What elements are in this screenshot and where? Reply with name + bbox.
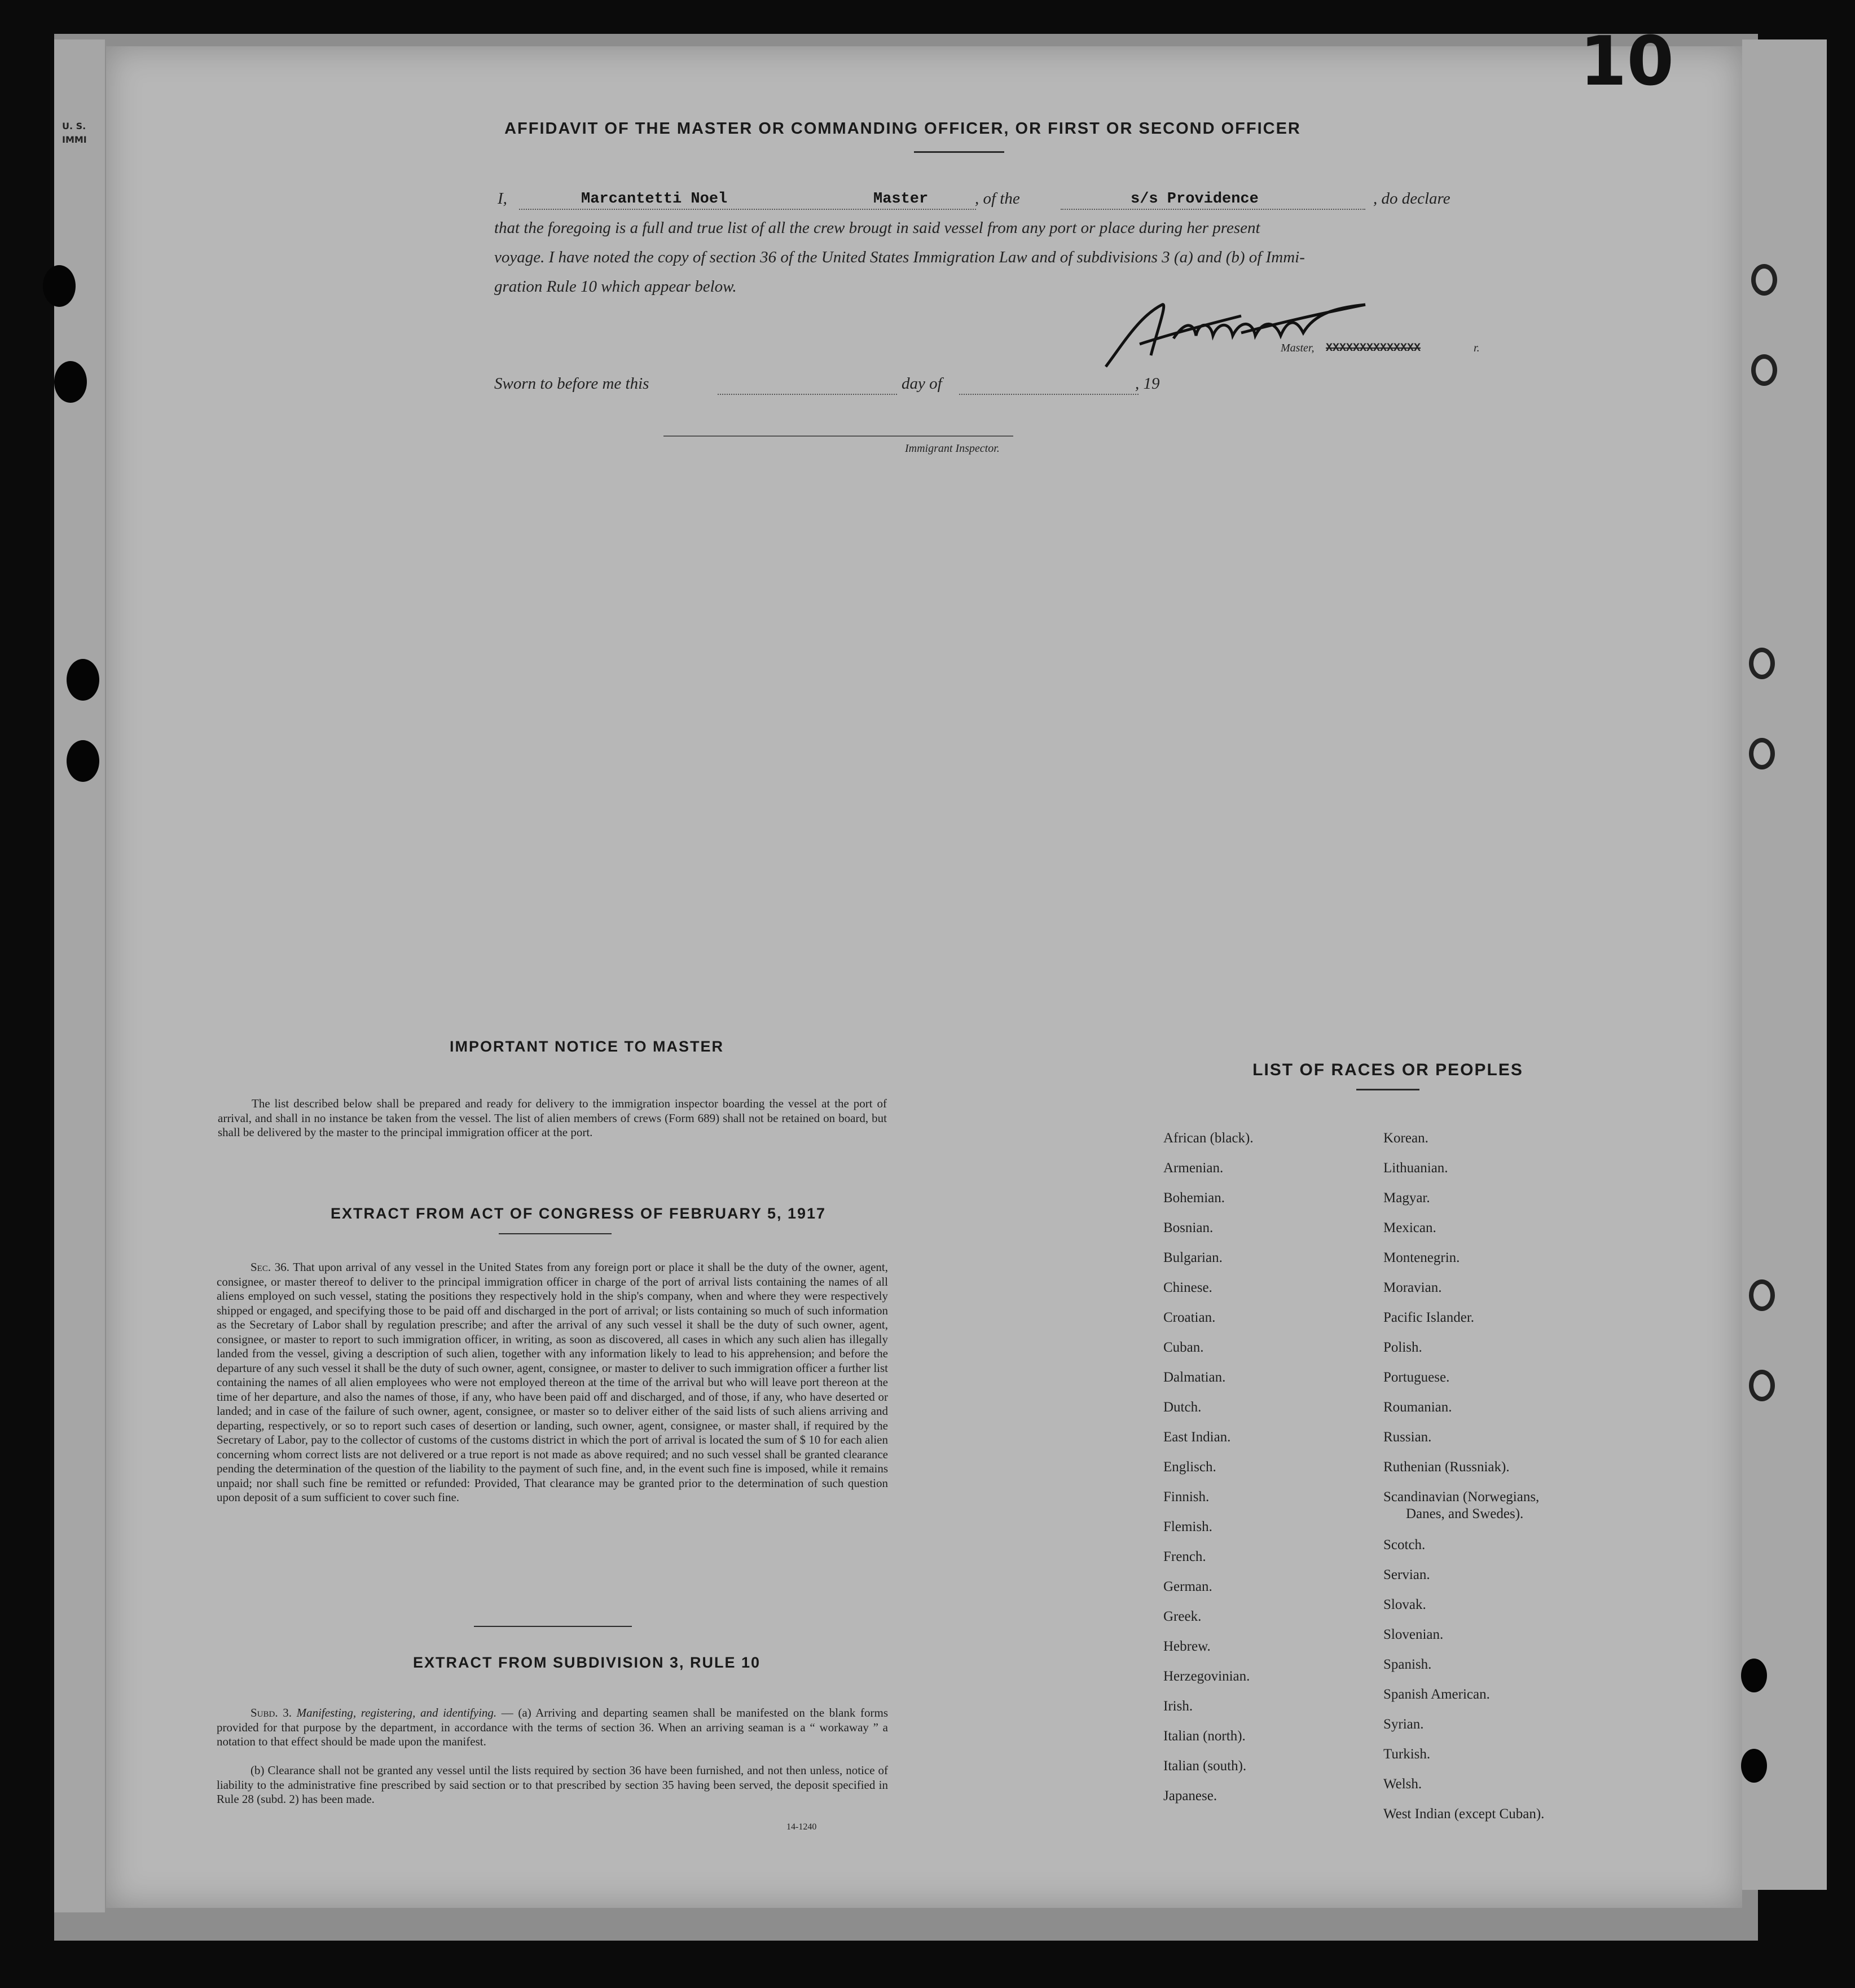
ring-hole (1749, 1279, 1775, 1311)
ring-hole (1749, 648, 1775, 679)
document-page (106, 46, 1742, 1908)
extract-rule-heading: Manifesting, registering, and identifying. (296, 1706, 497, 1719)
race-item: Russian. (1383, 1430, 1432, 1445)
race-item: Bulgarian. (1163, 1250, 1223, 1265)
extract-rule-para-b: (b) Clearance shall not be granted any vessel until the lists required by section 36 have been furnished, and not then unless, notice of liability to the administrative fine prescribed by said section or to that prescribed by section 35 having been served, the deposit specified in Rule 28 (subd. 2) has been made. (217, 1763, 888, 1806)
race-item: Italian (north). (1163, 1728, 1246, 1744)
sworn-date-field (718, 394, 897, 395)
vessel-name-field: s/s Providence (1131, 191, 1259, 208)
extract-act-text: That upon arrival of any vessel in the United States from any foreign port or place it shall be the duty of the owner, agent, consignee, or master thereof to deliver to the principal immigration officer in charge of the port of arrival lists containing the names of all aliens employed on such vessel, stating the positions they respectively hold in the ship's company, when and where they were respectively shipped or engaged, and specifying those to be paid off and discharged in the port of arrival; or lists containing so much of such information as the Secretary of Labor shall by regulation prescribe; and after the arrival of any such vessel it shall be the duty of such owner, agent, consignee, or master to report to such immigration officer, in writing, as soon as discovered, all cases in which any such alien has illegally landed from the vessel, giving a description of such alien, together with any information likely to lead to his apprehension; and before the departure of any such vessel it shall be the duty of such owner, agent, consignee, or master to deliver to such immigration officer a further list containing the names of all alien employees who were not employed thereon at the time of the arrival but who will leave port thereon at the time of her departure, and also the names of those, if any, who have been paid off and discharged, and of those, if any, who have deserted or landed; and in case of the failure of such owner, agent, consignee, or master so to deliver either of the said lists of such aliens arriving and departing, respectively, or so to report such cases of desertion or landing, such owner, agent, consignee, or master shall, if required by the Secretary of Labor, pay to the collector of customs of the customs district in which the port of arrival is located the sum of $ 10 for each alien concerning whom correct lists are not delivered or a true report is not made as above required; and no such vessel shall be granted clearance pending the determination of the question of the liability to the payment of such fine, and, in the event such fine is imposed, while it remains unpaid; nor shall such fine be remitted or refunded: Provided, That clearance may be granted prior to the determination of such question upon deposit of a sum sufficient to cover such fine. (217, 1260, 889, 1504)
sworn-day-of: day of (902, 375, 942, 393)
declaration-line-4: gration Rule 10 which appear below. (494, 278, 737, 296)
master-signature (1072, 282, 1388, 384)
race-item: Croatian. (1163, 1310, 1216, 1325)
race-item: Lithuanian. (1383, 1160, 1448, 1176)
struck-officer-options: XXXXXXXXXXXXXX (1326, 342, 1421, 355)
race-item: Slovenian. (1383, 1627, 1444, 1642)
form-number: 14-1240 (786, 1822, 817, 1832)
race-item: Turkish. (1383, 1747, 1431, 1762)
race-item: Scandinavian (Norwegians, (1383, 1489, 1540, 1505)
declaration-end: , do declare (1373, 190, 1450, 208)
affidavit-title: AFFIDAVIT OF THE MASTER OR COMMANDING OFFICER, OR FIRST OR SECOND OFFICER (504, 120, 1301, 138)
race-item: Roumanian. (1383, 1400, 1452, 1415)
race-item: Korean. (1383, 1131, 1428, 1146)
punch-hole (67, 659, 99, 701)
declaration-of-the: , of the (975, 190, 1020, 208)
signature-master-label: Master, (1281, 342, 1315, 354)
ring-hole (1751, 354, 1777, 386)
punch-hole (1741, 1659, 1767, 1692)
extract-act-section: Sec. 36. (250, 1260, 289, 1274)
signature-suffix: r. (1474, 342, 1480, 354)
race-item: Bohemian. (1163, 1190, 1225, 1206)
extract-rule-a (217, 1706, 888, 1749)
race-item: East Indian. (1163, 1430, 1231, 1445)
race-item: Herzegovinian. (1163, 1669, 1250, 1684)
page-number: 10 (1580, 23, 1674, 101)
declaration-line-3: voyage. I have noted the copy of section 36 of the United States Immigration Law and of subdivisions 3 (a) and (b) of Immi- (494, 248, 1305, 266)
underlying-page-edge (54, 39, 105, 1912)
race-item: Spanish American. (1383, 1687, 1490, 1702)
ring-hole (1749, 738, 1775, 769)
sworn-text: Sworn to before me this (494, 375, 649, 393)
race-item: Englisch. (1163, 1459, 1216, 1475)
race-item: Armenian. (1163, 1160, 1224, 1176)
race-item: French. (1163, 1549, 1206, 1564)
ring-hole (1749, 1370, 1775, 1401)
race-item: Dutch. (1163, 1400, 1202, 1415)
race-item: German. (1163, 1579, 1212, 1594)
race-item: Chinese. (1163, 1280, 1212, 1295)
race-item: Hebrew. (1163, 1639, 1211, 1654)
race-item: Cuban. (1163, 1340, 1204, 1355)
race-item: Montenegrin. (1383, 1250, 1460, 1265)
race-item: Ruthenian (Russniak). (1383, 1459, 1510, 1475)
extract-act-title: EXTRACT FROM ACT OF CONGRESS OF FEBRUARY 5, 1917 (330, 1205, 827, 1222)
declaration-i: I, (498, 190, 507, 208)
race-item: Italian (south). (1163, 1758, 1247, 1774)
extract-rule-title: EXTRACT FROM SUBDIVISION 3, RULE 10 (412, 1654, 761, 1671)
race-item: Slovak. (1383, 1597, 1426, 1612)
race-item: Irish. (1163, 1699, 1193, 1714)
race-item: Greek. (1163, 1609, 1202, 1624)
notice-title: IMPORTANT NOTICE TO MASTER (450, 1038, 724, 1055)
races-title-underline (1356, 1089, 1419, 1090)
race-item: African (black). (1163, 1131, 1254, 1146)
race-item: Syrian. (1383, 1717, 1424, 1732)
punch-hole (43, 265, 76, 307)
race-item: Moravian. (1383, 1280, 1442, 1295)
sworn-month-field (959, 394, 1139, 395)
extract-divider (474, 1626, 632, 1627)
underlying-page-header: U. S. IMMI (62, 121, 87, 145)
race-item: Danes, and Swedes). (1406, 1506, 1524, 1521)
punch-hole (54, 361, 87, 403)
right-page-edge (1742, 39, 1827, 1890)
race-item: Welsh. (1383, 1776, 1422, 1792)
notice-body: The list described below shall be prepared and ready for delivery to the immigration inspector boarding the vessel at the port of arrival, and shall in no instance be taken from the vessel. The list of alien members of crews (Form 689) shall not be retained on board, but shall be delivered by the master to the principal immigration officer at the port. (218, 1097, 887, 1139)
master-name-field: Marcantetti Noel (581, 191, 728, 208)
races-title: LIST OF RACES OR PEOPLES (1252, 1061, 1523, 1079)
race-item: Mexican. (1383, 1220, 1436, 1235)
race-item: Servian. (1383, 1567, 1430, 1582)
inspector-signature-line (663, 436, 1013, 437)
race-item: Japanese. (1163, 1788, 1217, 1804)
master-rank-field: Master (873, 191, 929, 208)
extract-act-body (217, 1260, 888, 1505)
race-item: Polish. (1383, 1340, 1422, 1355)
title-underline (914, 151, 1004, 153)
race-item: Magyar. (1383, 1190, 1430, 1206)
race-item: Dalmatian. (1163, 1370, 1226, 1385)
sworn-year: , 19 (1135, 375, 1160, 393)
punch-hole (1741, 1749, 1767, 1783)
race-item: Spanish. (1383, 1657, 1432, 1672)
extract-rule-para-a: — (a) Arriving and departing seamen shall be manifested on the blank forms provided for that purpose by the department, in accordance with the terms of section 36. When an arriving seaman is a “ workaway ” a notation to that effect should be made upon the manifest. (217, 1706, 889, 1748)
extract-act-underline (499, 1233, 612, 1234)
ring-hole (1751, 264, 1777, 296)
inspector-label: Immigrant Inspector. (905, 442, 1000, 455)
declaration-line-2: that the foregoing is a full and true list of all the crew brougt in said vessel from any port or place during her present (494, 219, 1260, 237)
extract-rule-subd: Subd. 3. (250, 1706, 292, 1719)
race-item: Scotch. (1383, 1537, 1426, 1552)
race-item: Portuguese. (1383, 1370, 1450, 1385)
race-item: Finnish. (1163, 1489, 1210, 1505)
race-item: Pacific Islander. (1383, 1310, 1475, 1325)
punch-hole (67, 740, 99, 782)
race-item: Flemish. (1163, 1519, 1212, 1534)
race-item: Bosnian. (1163, 1220, 1214, 1235)
race-item: West Indian (except Cuban). (1383, 1806, 1545, 1822)
